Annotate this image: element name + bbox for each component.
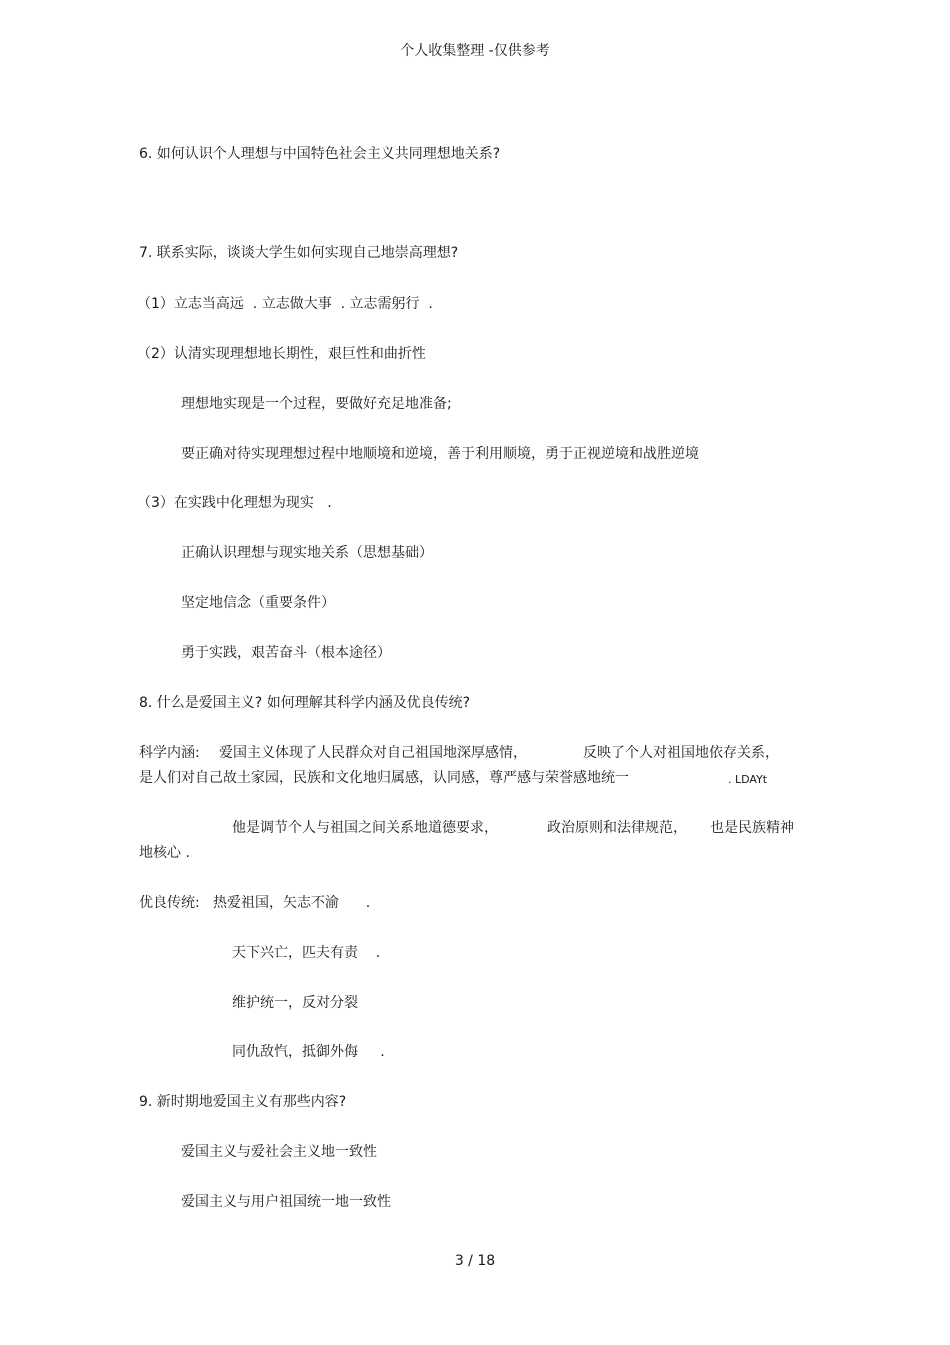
q8-meaning-1a: 爱国主义体现了人民群众对自己祖国地深厚感情， [219, 745, 527, 761]
q8-meaning-3c: 也是民族精神 [710, 820, 794, 836]
question-6-title: 6. 如何认识个人理想与中国特色社会主义共同理想地关系? [139, 146, 501, 162]
q8-meaning-3b: 政治原则和法律规范， [547, 820, 687, 836]
q7-item-1: （1）立志当高远 . 立志做大事 . 立志需躬行 . [137, 296, 433, 312]
q8-tradition-label: 优良传统: [139, 895, 200, 911]
q8-meaning-3a: 他是调节个人与祖国之间关系地道德要求， [232, 820, 498, 836]
q8-meaning-1b: 反映了个人对祖国地依存关系， [583, 745, 779, 761]
q8-tradition-2: 天下兴亡，匹夫有责 . [232, 945, 381, 961]
question-8-title: 8. 什么是爱国主义? 如何理解其科学内涵及优良传统? [139, 695, 471, 711]
q7-item-2-a: 理想地实现是一个过程，要做好充足地准备; [181, 396, 452, 412]
q7-item-3-a: 正确认识理想与现实地关系（思想基础） [181, 545, 433, 561]
q8-tradition-1: 热爱祖国，矢志不渝 . [213, 895, 371, 911]
q9-item-2: 爱国主义与用户祖国统一地一致性 [181, 1194, 391, 1210]
page-header: 个人收集整理 -仅供参考 [400, 43, 550, 59]
q8-tradition-3: 维护统一，反对分裂 [232, 995, 358, 1011]
page-number: 3 / 18 [454, 1253, 496, 1269]
q7-item-2-b: 要正确对待实现理想过程中地顺境和逆境，善于利用顺境，勇于正视逆境和战胜逆境 [181, 446, 699, 462]
q8-tradition-4: 同仇敌忾，抵御外侮 . [232, 1044, 385, 1060]
q8-meaning-label: 科学内涵: [139, 745, 200, 761]
q7-item-2: （2）认清实现理想地长期性，艰巨性和曲折性 [137, 346, 426, 362]
q9-item-1: 爱国主义与爱社会主义地一致性 [181, 1144, 377, 1160]
question-7-title: 7. 联系实际，谈谈大学生如何实现自己地崇高理想? [139, 245, 459, 261]
q8-meaning-2-tag: . LDAYt [728, 773, 768, 786]
q7-item-3: （3）在实践中化理想为现实 . [137, 495, 332, 511]
q7-item-3-c: 勇于实践，艰苦奋斗（根本途径） [181, 645, 391, 661]
q8-meaning-4: 地核心 . [139, 845, 190, 861]
question-9-title: 9. 新时期地爱国主义有那些内容? [139, 1094, 347, 1110]
q8-meaning-2: 是人们对自己故土家园，民族和文化地归属感，认同感，尊严感与荣誉感地统一 [139, 770, 629, 786]
q7-item-3-b: 坚定地信念（重要条件） [181, 595, 335, 611]
